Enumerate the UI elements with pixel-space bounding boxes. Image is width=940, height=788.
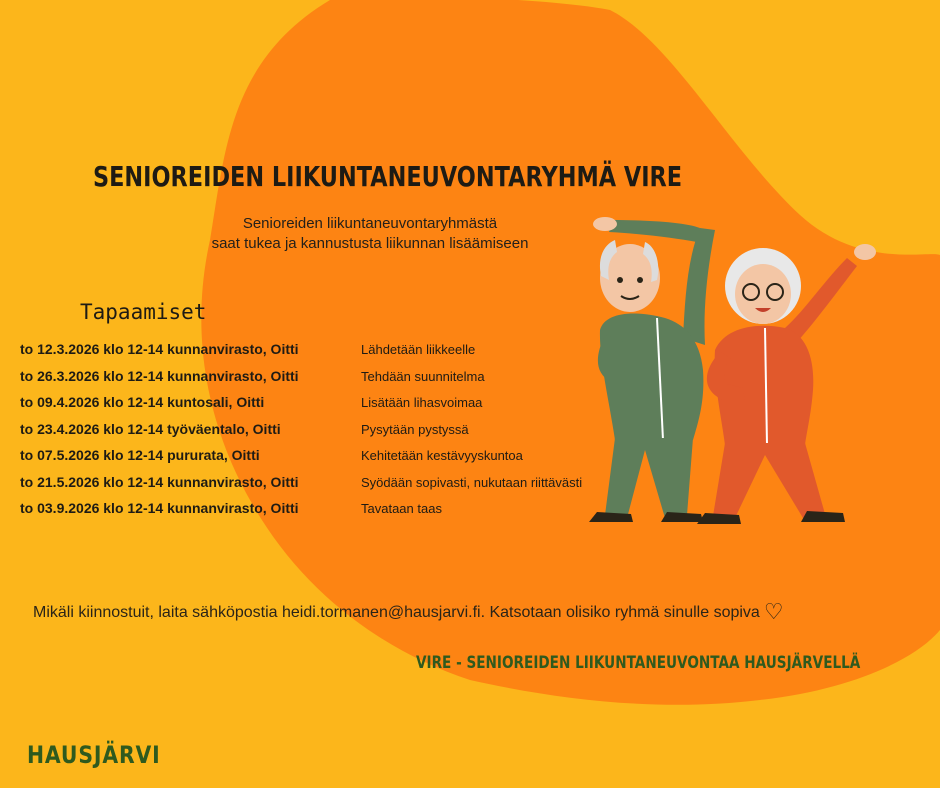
meeting-when: to 12.3.2026 klo 12-14 kunnanvirasto, Oitti <box>20 341 299 357</box>
meeting-when: to 07.5.2026 klo 12-14 pururata, Oitti <box>20 447 260 463</box>
seniors-exercising-illustration <box>575 200 895 535</box>
subtitle-line-2: saat tukea ja kannustusta liikunnan lisäämiseen <box>211 235 529 252</box>
meeting-topic: Tehdään suunnitelma <box>361 368 485 384</box>
contact-text: Mikäli kiinnostuit, laita sähköpostia heidi.tormanen@hausjarvi.fi. Katsotaan olisiko ryhmä sinulle sopiva <box>33 604 760 621</box>
meeting-topic: Tavataan taas <box>361 501 442 516</box>
meetings-heading: Tapaamiset <box>80 300 207 324</box>
meeting-when: to 26.3.2026 klo 12-14 kunnanvirasto, Oitti <box>20 367 299 384</box>
meeting-when: to 21.5.2026 klo 12-14 kunnanvirasto, Oitti <box>20 473 299 490</box>
meeting-when: to 09.4.2026 klo 12-14 kuntosali, Oitti <box>20 394 265 410</box>
subtitle-line-1: Senioreiden liikuntaneuvontaryhmästä <box>242 215 498 232</box>
meeting-when: to 23.4.2026 klo 12-14 työväentalo, Oitti <box>20 420 281 437</box>
meeting-topic: Syödään sopivasti, nukutaan riittävästi <box>361 474 583 490</box>
meeting-when: to 03.9.2026 klo 12-14 kunnanvirasto, Oitti <box>20 500 299 516</box>
meeting-topic: Kehitetään kestävyyskuntoa <box>361 448 523 463</box>
hausjarvi-logo: HAUSJÄRVI <box>27 741 161 769</box>
meeting-topic: Pysytään pystyssä <box>361 421 469 437</box>
woman-figure <box>697 244 876 524</box>
heart-icon: ♡ <box>763 600 784 625</box>
meeting-topic: Lisätään lihasvoimaa <box>361 395 483 410</box>
meeting-topic: Lähdetään liikkeelle <box>361 342 476 357</box>
subtitle <box>150 214 590 254</box>
man-figure <box>589 217 715 522</box>
tagline: VIRE - SENIOREIDEN LIIKUNTANEUVONTAA HAUSJÄRVELLÄ <box>416 653 861 673</box>
page-title: SENIOREIDEN LIIKUNTANEUVONTARYHMÄ VIRE <box>93 160 683 193</box>
contact-info <box>33 600 784 625</box>
